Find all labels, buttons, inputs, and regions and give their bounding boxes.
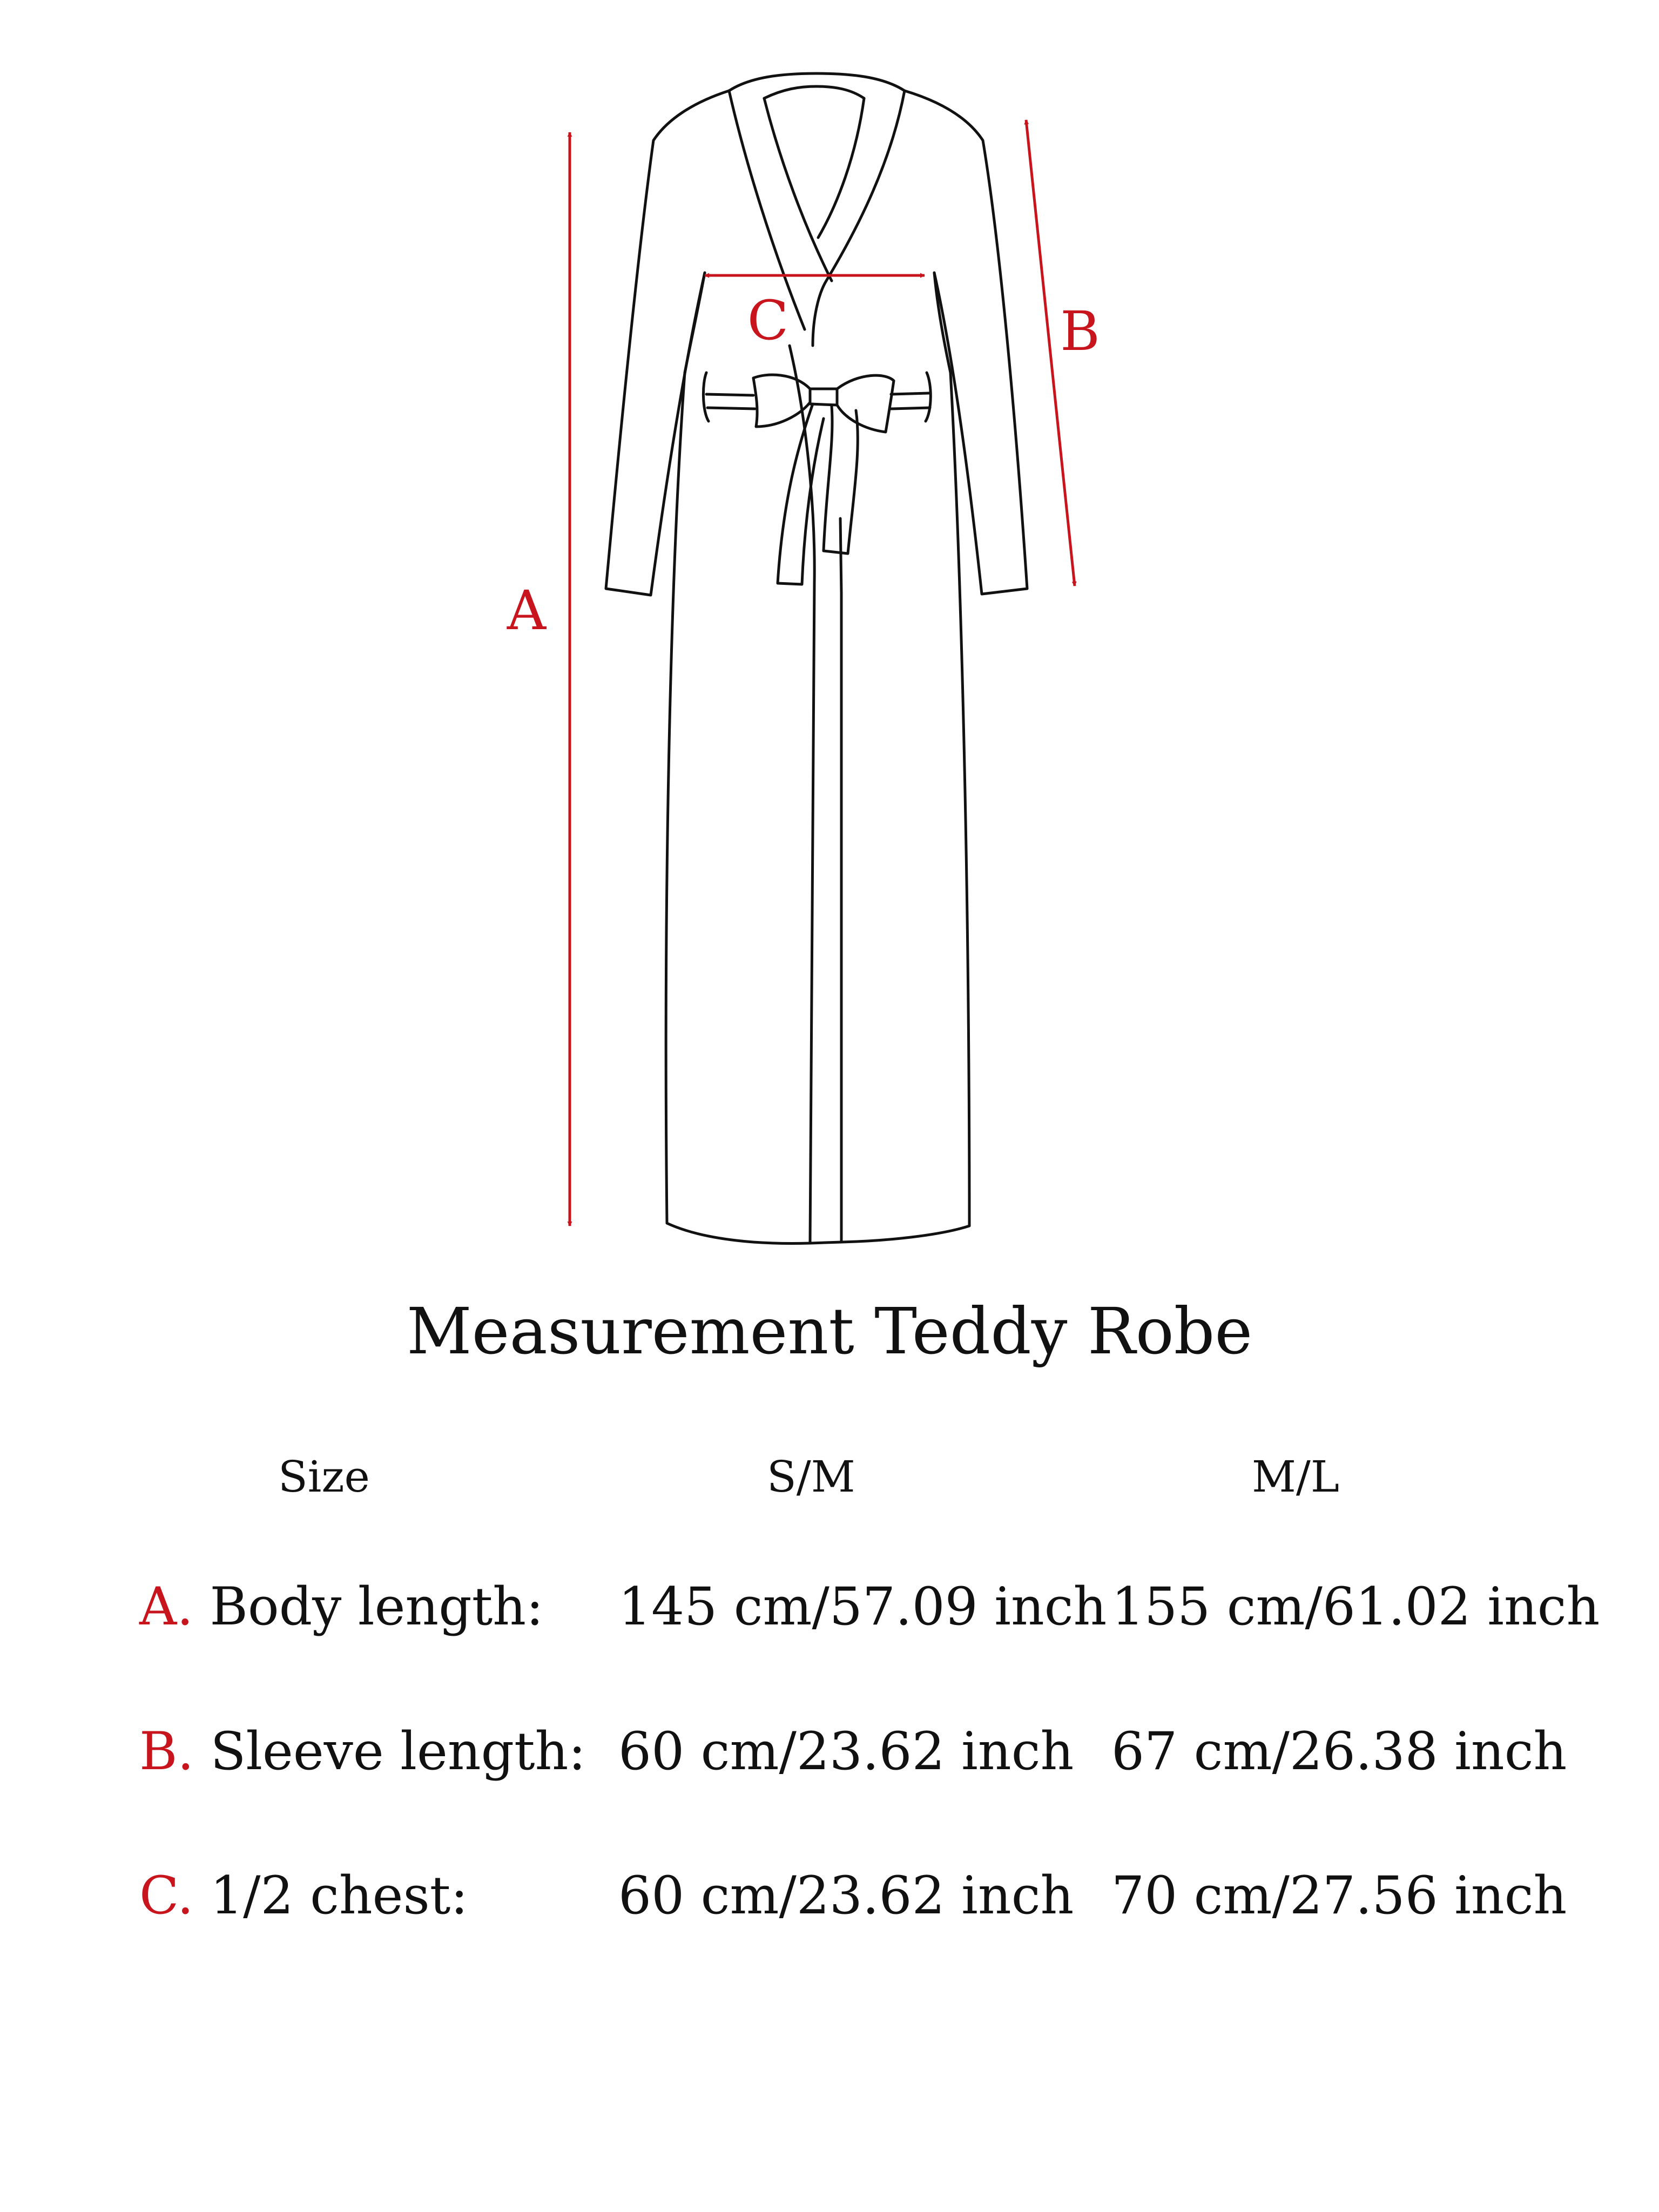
dimension-label-c: C xyxy=(747,289,789,352)
row-letter: A. xyxy=(139,1576,193,1637)
table-row-half-chest xyxy=(139,1866,468,1925)
table-cell-ml: 155 cm/61.02 inch xyxy=(1111,1576,1600,1637)
neck-back-inner xyxy=(764,86,864,98)
dimension-label-b: B xyxy=(1060,300,1100,363)
left-collar-inner xyxy=(764,98,832,281)
row-letter: C. xyxy=(139,1865,194,1926)
table-cell-ml: 67 cm/26.38 inch xyxy=(1111,1721,1567,1782)
header-size: Size xyxy=(278,1452,370,1502)
row-label: 1/2 chest: xyxy=(210,1865,468,1926)
belt-end-left xyxy=(778,404,824,584)
table-cell-sm: 145 cm/57.09 inch xyxy=(618,1576,1107,1637)
row-letter: B. xyxy=(139,1721,194,1782)
table-row-body-length xyxy=(139,1577,543,1636)
table-cell-sm: 60 cm/23.62 inch xyxy=(618,1865,1074,1926)
belt-band xyxy=(706,393,930,409)
page-title: Measurement Teddy Robe xyxy=(406,1294,1253,1368)
belt-right-loop xyxy=(926,373,930,421)
right-sleeve xyxy=(905,91,1027,594)
robe-outline xyxy=(606,73,1027,1244)
left-sleeve xyxy=(606,91,729,595)
dimension-label-a: A xyxy=(507,579,547,642)
row-label: Body length: xyxy=(210,1576,544,1637)
neck-back xyxy=(729,73,905,91)
row-label: Sleeve length: xyxy=(210,1721,586,1782)
belt-left-loop xyxy=(703,373,709,421)
table-cell-sm: 60 cm/23.62 inch xyxy=(618,1721,1074,1782)
front-overlap-edge xyxy=(840,518,841,1242)
table-row-sleeve-length xyxy=(139,1722,586,1781)
header-sm: S/M xyxy=(767,1452,855,1502)
right-collar-inner xyxy=(818,98,864,238)
table-cell-ml: 70 cm/27.56 inch xyxy=(1111,1865,1567,1926)
header-ml: M/L xyxy=(1252,1452,1339,1502)
robe-body xyxy=(666,273,969,1244)
